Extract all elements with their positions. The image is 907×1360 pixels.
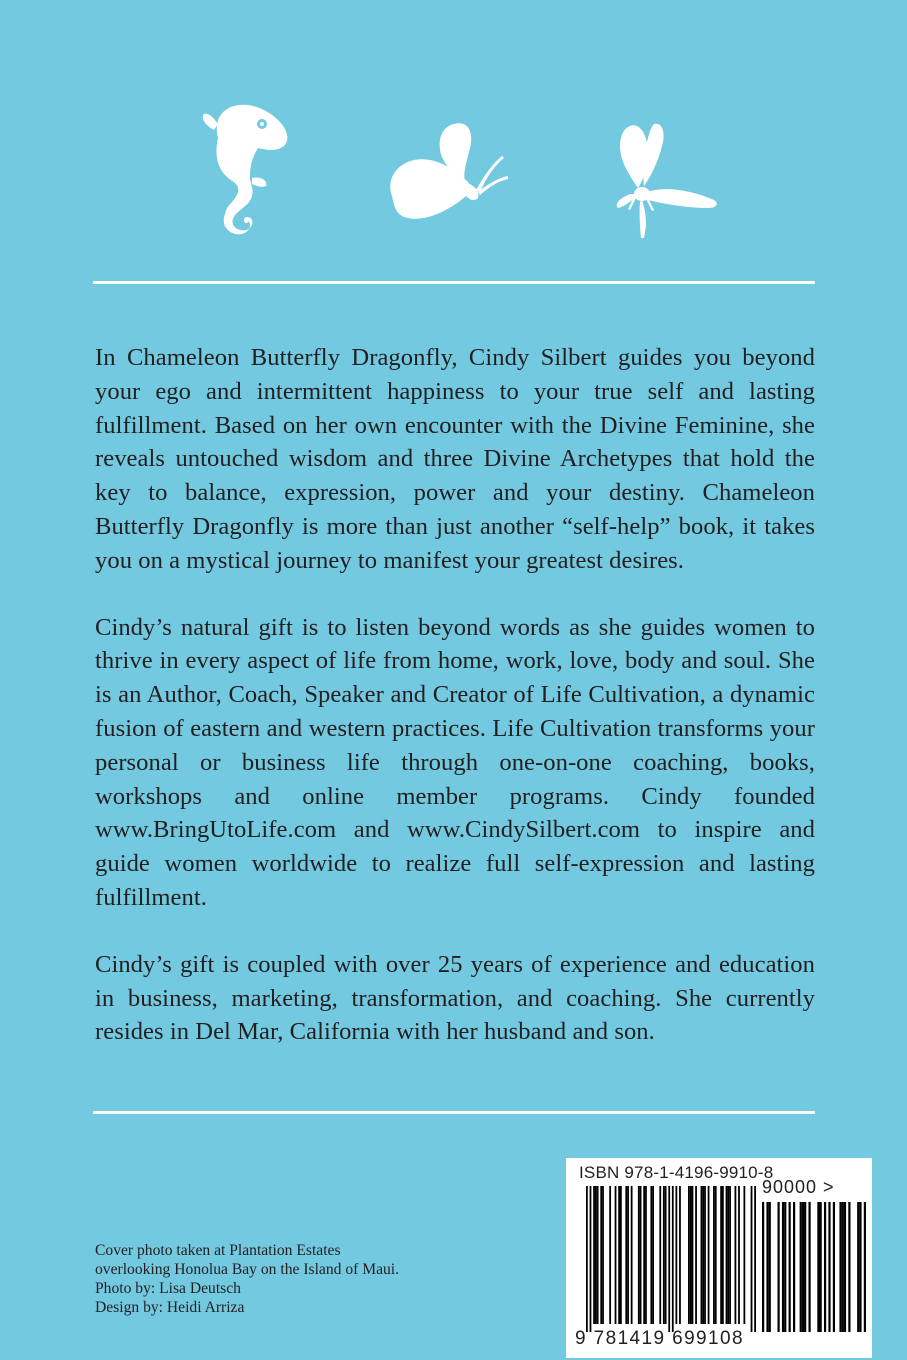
barcode-bar [595,1186,597,1324]
barcode-bar [800,1202,802,1332]
barcode-bar [766,1202,768,1332]
barcode-bar [659,1186,661,1324]
barcode-bar [602,1186,604,1324]
barcode-bar [789,1202,791,1332]
book-description [95,341,815,1049]
barcode-bar [640,1186,642,1324]
barcode-bar [631,1186,633,1324]
barcode-bar [726,1186,728,1324]
barcode-bar [762,1202,764,1332]
barcode-bar [675,1186,677,1324]
barcode-bar [743,1186,745,1324]
barcode-bar [593,1186,595,1324]
photo-location-line-1: Cover photo taken at Plantation Estates [95,1242,341,1259]
barcode-bar [804,1202,806,1332]
barcode-bar [769,1202,771,1332]
barcode-bar [784,1202,786,1332]
barcode-bar [668,1186,670,1332]
barcode-digits: 9 781419 699108 [575,1328,744,1349]
bottom-divider [93,1111,815,1114]
barcode-bar [808,1202,810,1332]
barcode-bar [590,1186,592,1332]
barcode-bar [720,1186,722,1324]
barcode-bar [695,1186,697,1324]
barcode-bar [839,1202,841,1332]
barcode-bar [820,1202,822,1332]
barcode-bar [609,1186,611,1324]
barcode-bar [692,1186,694,1324]
butterfly-icon [384,118,512,222]
barcode-bar [824,1202,826,1332]
barcode-bar [802,1202,804,1332]
barcode-bar [782,1202,784,1332]
barcode-bar [688,1186,690,1324]
barcode-bar [627,1186,629,1324]
barcode-bar [652,1186,654,1324]
barcode-bar [842,1202,844,1332]
barcode-bar [864,1202,866,1332]
credits [95,1241,399,1317]
price-addon-label: 90000 > [762,1177,835,1197]
barcode-bar [625,1186,627,1324]
archetype-icons [0,0,907,260]
design-credit: Design by: Heidi Arriza [95,1299,245,1316]
barcode-bar [751,1186,753,1332]
barcode-bar [777,1202,779,1332]
barcode-bar [708,1186,710,1324]
barcode-bar [650,1186,652,1324]
barcode-bar [702,1186,704,1324]
barcode-bar [729,1186,731,1324]
barcode-bar [735,1186,737,1324]
photo-credit: Photo by: Lisa Deutsch [95,1280,241,1297]
barcode-bar [600,1186,602,1324]
barcode-bar [679,1186,681,1324]
barcode-bar [754,1186,756,1332]
barcode-bar [738,1186,740,1324]
barcode-bar [618,1186,620,1324]
chameleon-icon [196,100,292,242]
description-paragraph-2: Cindy’s natural gift is to listen beyond words as she guides women to thrive in every aspect of life from home, work, love, body and soul. She is an Author, Coach, Speaker and Creator of Life Cultivation, a dynamic fusion of eastern and western practices. Life Cultivation transforms your personal or business life through one-on-one coaching, books, workshops and online member programs. Cindy founded www.BringUtoLife.com and www.CindySilbert.com to inspire and guide women worldwide to realize full self-expression and lasting fulfillment. [95,613,815,911]
addon-barcode-bars [762,1202,866,1352]
barcode-bar [828,1202,830,1332]
ean-barcode-bars [586,1186,756,1336]
barcode-bar [620,1186,622,1324]
top-divider [93,281,815,284]
barcode-bar [638,1186,640,1324]
barcode-bar [663,1186,665,1324]
photo-location-line-2: overlooking Honolua Bay on the Island of Maui. [95,1261,400,1278]
isbn-label: ISBN 978-1-4196-9910-8 [579,1163,774,1182]
isbn-barcode [566,1158,872,1358]
barcode-bar [833,1202,835,1332]
barcode-bar [857,1202,859,1332]
description-paragraph-3: Cindy’s gift is coupled with over 25 years of experience and education in business, marketing, transformation, and coaching. She currently resides in Del Mar, California with her husband and son. [95,950,815,1046]
barcode-bar [665,1186,667,1324]
barcode-bar [722,1186,724,1324]
dragonfly-icon [610,122,722,238]
barcode-bar [713,1186,715,1324]
barcode-bar [701,1186,703,1324]
barcode-bar [643,1186,645,1324]
barcode-bar [793,1202,795,1332]
barcode-bar [615,1186,617,1324]
barcode-bar [645,1186,647,1324]
barcode-bar [690,1186,692,1324]
barcode-bar [715,1186,717,1324]
barcode-bar [704,1186,706,1324]
barcode-bar [586,1186,588,1332]
barcode-bar [672,1186,674,1332]
barcode-bar [597,1186,599,1324]
barcode-bar [848,1202,850,1332]
barcode-bar [817,1202,819,1332]
description-paragraph-1: In Chameleon Butterfly Dragonfly, Cindy Silbert guides you beyond your ego and intermittent happiness to your true self and lasting fulfillment. Based on her own encounter with the Divine Feminine, she reveals untouched wisdom and three Divine Archetypes that hold the key to balance, expression, power and your destiny. Chameleon Butterfly Dragonfly is more than just another “self-help” book, it takes you on a mystical journey to manifest your greatest desires. [95,344,815,574]
barcode-bar [727,1186,729,1324]
barcode-bar [844,1202,846,1332]
barcode-bar [859,1202,861,1332]
